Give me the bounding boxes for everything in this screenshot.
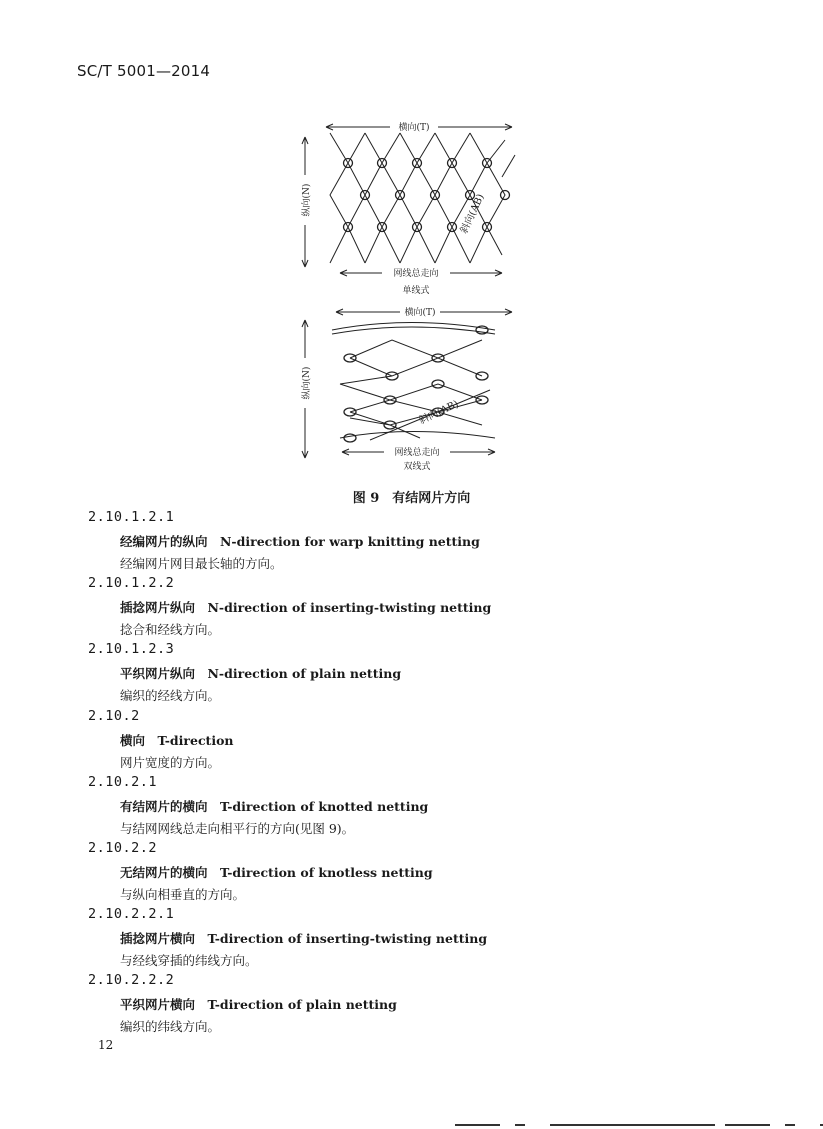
entry-term: 无结网片的横向 T-direction of knotless netting	[120, 865, 433, 880]
entry-term: 平织网片纵向 N-direction of plain netting	[120, 666, 402, 681]
figure-caption: 图 9 有结网片方向	[352, 491, 471, 506]
double-diagonal-label: 斜向(AB)	[417, 398, 461, 427]
entry-definition: 编织的纬线方向。	[120, 1019, 221, 1034]
entry-number: 2.10.1.2.1	[88, 509, 175, 525]
entry-term: 平织网片横向 T-direction of plain netting	[120, 997, 397, 1012]
entry-number: 2.10.2.1	[88, 774, 158, 790]
single-transverse-label: 横向(T)	[398, 123, 430, 133]
entry-term: 插捻网片横向 T-direction of inserting-twisting netting	[120, 931, 488, 946]
figure-knotted-netting-directions	[290, 115, 530, 480]
single-general-direction-label: 网线总走向	[393, 269, 439, 279]
double-general-direction-label: 网线总走向	[394, 448, 440, 458]
double-transverse-label: 横向(T)	[404, 308, 436, 318]
entry-term: 插捻网片纵向 N-direction of inserting-twisting netting	[120, 600, 492, 615]
entry-term: 经编网片的纵向 N-direction for warp knitting netting	[120, 534, 480, 549]
entry-definition: 捻合和经线方向。	[120, 622, 221, 637]
entry-number: 2.10.1.2.3	[88, 641, 175, 657]
single-diagonal-label: 斜向(AB)	[458, 192, 487, 236]
single-style-caption: 单线式	[402, 286, 430, 296]
entry-definition: 编织的经线方向。	[120, 688, 221, 703]
double-style-caption: 双线式	[403, 462, 431, 472]
entry-definition: 与结网网线总走向相平行的方向(见图 9)。	[120, 821, 355, 836]
entry-number: 2.10.2	[88, 708, 140, 724]
single-longitudinal-label: 纵向(N)	[302, 183, 312, 217]
entry-number: 2.10.2.2	[88, 840, 158, 856]
entry-number: 2.10.2.2.2	[88, 972, 175, 988]
entry-number: 2.10.2.2.1	[88, 906, 175, 922]
double-style-diagram	[302, 309, 512, 458]
entry-term: 横向 T-direction	[120, 733, 234, 748]
entry-definition: 网片宽度的方向。	[120, 755, 221, 770]
footer-rule	[455, 1124, 823, 1126]
entry-number: 2.10.1.2.2	[88, 575, 175, 591]
double-longitudinal-label: 纵向(N)	[302, 366, 312, 400]
entry-definition: 与经线穿插的纬线方向。	[120, 953, 258, 968]
entry-definition: 与纵向相垂直的方向。	[120, 887, 246, 902]
entry-definition: 经编网片网目最长轴的方向。	[120, 556, 283, 571]
entry-term: 有结网片的横向 T-direction of knotted netting	[120, 799, 429, 814]
document-code: SC/T 5001—2014	[77, 62, 211, 80]
page-number: 12	[98, 1038, 114, 1052]
